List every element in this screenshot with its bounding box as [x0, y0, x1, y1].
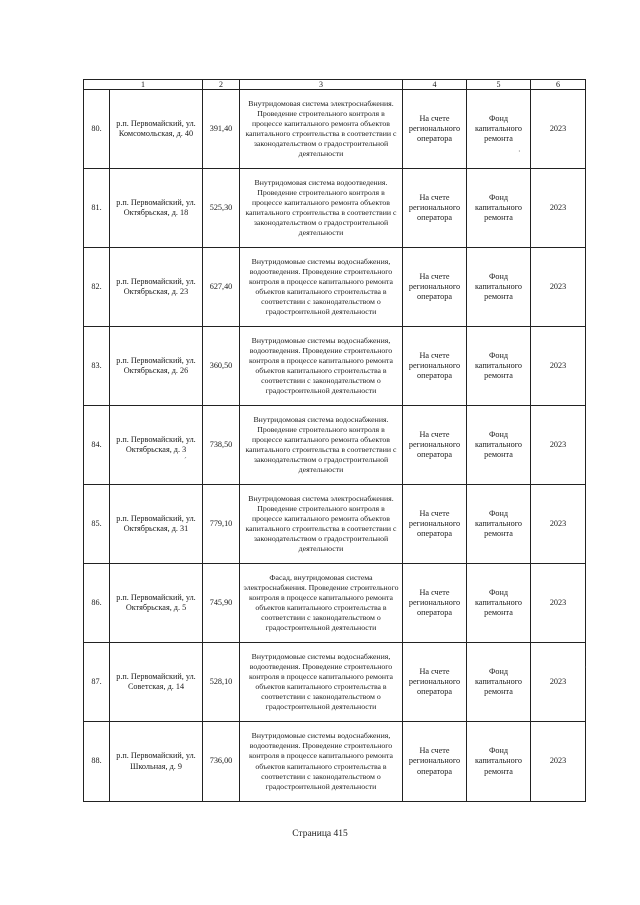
works-description-cell: Внутридомовые системы водоснабжения, водоотведения. Проведение строительного контроля в процессе капитального ремонта объектов капитального строительства в соответствии с законодательством о градостроительной деятельности: [240, 643, 403, 722]
row-number: 87.: [84, 643, 110, 722]
address-cell: р.п. Первомайский, ул. Октябрьская, д. 26: [110, 327, 203, 406]
row-number: 82.: [84, 248, 110, 327]
row-number: 83.: [84, 327, 110, 406]
table-row: [84, 485, 586, 564]
funding-source-cell: Фонд капитального ремонта: [467, 406, 531, 485]
scan-mark: ´: [184, 456, 187, 465]
table-row: [84, 248, 586, 327]
area-cell: 745,90: [203, 564, 240, 643]
year-cell: 2023: [531, 327, 586, 406]
column-number-6: 6: [531, 80, 586, 90]
funding-source-cell: Фонд капитального ремонта: [467, 248, 531, 327]
table-row: [84, 90, 586, 169]
works-description-cell: Внутридомовая система электроснабжения. Проведение строительного контроля в процессе капитального ремонта объектов капитального строительства в соответствии с законодательством о градостроительной деятельности: [240, 485, 403, 564]
works-description-cell: Фасад, внутридомовая система электроснабжения. Проведение строительного контроля в процессе капитального ремонта объектов капитального строительства в соответствии с законодательством о градостроительной деятельности: [240, 564, 403, 643]
table-row: [84, 406, 586, 485]
account-cell: На счете регионального оператора: [403, 564, 467, 643]
column-number-2: 2: [203, 80, 240, 90]
table-row: [84, 169, 586, 248]
area-cell: 627,40: [203, 248, 240, 327]
works-description-cell: Внутридомовые системы водоснабжения, водоотведения. Проведение строительного контроля в процессе капитального ремонта объектов капитального строительства в соответствии с законодательством о градостроительной деятельности: [240, 248, 403, 327]
funding-source-cell: Фонд капитального ремонта: [467, 327, 531, 406]
year-cell: 2023: [531, 485, 586, 564]
address-cell: р.п. Первомайский, ул. Советская, д. 14: [110, 643, 203, 722]
funding-source-cell: Фонд капитального ремонта: [467, 643, 531, 722]
row-number: 80.: [84, 90, 110, 169]
account-cell: На счете регионального оператора: [403, 248, 467, 327]
area-cell: 779,10: [203, 485, 240, 564]
column-number-4: 4: [403, 80, 467, 90]
table-body: [84, 90, 586, 802]
area-cell: 736,00: [203, 722, 240, 802]
row-number: 88.: [84, 722, 110, 802]
account-cell: На счете регионального оператора: [403, 485, 467, 564]
row-number: 86.: [84, 564, 110, 643]
year-cell: 2023: [531, 643, 586, 722]
area-cell: 391,40: [203, 90, 240, 169]
page-number: Страница 415: [292, 829, 348, 839]
works-description-cell: Внутридомовые системы водоснабжения, водоотведения. Проведение строительного контроля в процессе капитального ремонта объектов капитального строительства в соответствии с законодательством о градостроительной деятельности: [240, 722, 403, 802]
address-cell: р.п. Первомайский, ул. Октябрьская, д. 18: [110, 169, 203, 248]
works-description-cell: Внутридомовая система водоотведения. Проведение строительного контроля в процессе капитального ремонта объектов капитального строительства в соответствии с законодательством о градостроительной деятельности: [240, 169, 403, 248]
year-cell: 2023: [531, 248, 586, 327]
funding-source-cell: Фонд капитального ремонта: [467, 564, 531, 643]
table-row: [84, 722, 586, 802]
column-number-row: [84, 80, 586, 90]
row-number: 84.: [84, 406, 110, 485]
account-cell: На счете регионального оператора: [403, 643, 467, 722]
account-cell: На счете регионального оператора: [403, 90, 467, 169]
address-cell: р.п. Первомайский, ул. Октябрьская, д. 31: [110, 485, 203, 564]
works-description-cell: Внутридомовые системы водоснабжения, водоотведения. Проведение строительного контроля в процессе капитального ремонта объектов капитального строительства в соответствии с законодательством о градостроительной деятельности: [240, 327, 403, 406]
funding-source-cell: Фонд капитального ремонта: [467, 90, 531, 169]
account-cell: На счете регионального оператора: [403, 327, 467, 406]
year-cell: 2023: [531, 90, 586, 169]
table-row: [84, 643, 586, 722]
address-cell: р.п. Первомайский, ул. Октябрьская, д. 23: [110, 248, 203, 327]
area-cell: 738,50: [203, 406, 240, 485]
account-cell: На счете регионального оператора: [403, 406, 467, 485]
account-cell: На счете регионального оператора: [403, 722, 467, 802]
column-number-3: 3: [240, 80, 403, 90]
works-description-cell: Внутридомовая система электроснабжения. Проведение строительного контроля в процессе капитального ремонта объектов капитального строительства в соответствии с законодательством о градостроительной деятельности: [240, 90, 403, 169]
funding-source-cell: Фонд капитального ремонта: [467, 169, 531, 248]
column-number-5: 5: [467, 80, 531, 90]
area-cell: 360,50: [203, 327, 240, 406]
works-description-cell: Внутридомовая система водоснабжения. Проведение строительного контроля в процессе капитального ремонта объектов капитального строительства в соответствии с законодательством о градостроительной деятельности: [240, 406, 403, 485]
row-number: 85.: [84, 485, 110, 564]
scan-mark: ·: [584, 663, 587, 672]
works-table: [83, 79, 586, 802]
scan-mark: ·: [518, 147, 521, 156]
address-cell: р.п. Первомайский, ул. Октябрьская, д. 5: [110, 564, 203, 643]
area-cell: 528,10: [203, 643, 240, 722]
account-cell: На счете регионального оператора: [403, 169, 467, 248]
table-row: [84, 564, 586, 643]
area-cell: 525,30: [203, 169, 240, 248]
address-cell: р.п. Первомайский, ул. Комсомольская, д. 40: [110, 90, 203, 169]
year-cell: 2023: [531, 406, 586, 485]
address-cell: р.п. Первомайский, ул. Школьная, д. 9: [110, 722, 203, 802]
funding-source-cell: Фонд капитального ремонта: [467, 485, 531, 564]
year-cell: 2023: [531, 722, 586, 802]
year-cell: 2023: [531, 169, 586, 248]
address-cell: р.п. Первомайский, ул. Октябрьская, д. 3: [110, 406, 203, 485]
row-number: 81.: [84, 169, 110, 248]
column-number-1: 1: [84, 80, 203, 90]
table-row: [84, 327, 586, 406]
year-cell: 2023: [531, 564, 586, 643]
funding-source-cell: Фонд капитального ремонта: [467, 722, 531, 802]
